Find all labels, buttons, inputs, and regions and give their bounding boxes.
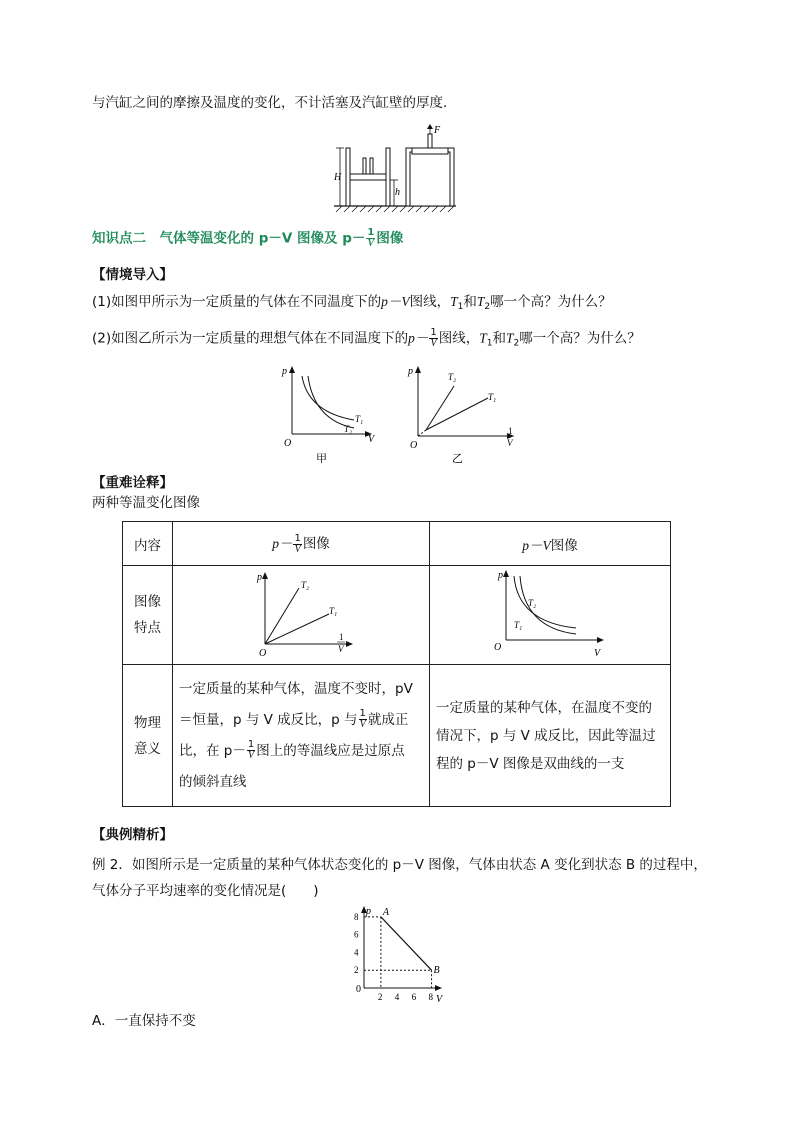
t-axis-den: V bbox=[338, 644, 344, 654]
t2-t2: T₂ bbox=[528, 598, 537, 608]
yi-axis-num: 1 bbox=[508, 426, 513, 436]
y-tick-label: 2 bbox=[354, 965, 359, 976]
example-question-line-2: 气体分子平均速率的变化情况是( ) bbox=[92, 883, 319, 899]
meaning-frac-1: $\frac{1}{V}$ bbox=[359, 708, 366, 730]
example-pv-chart bbox=[346, 904, 456, 1004]
cell-meaning-p-v: 一定质量的某种气体，在温度不变的 情况下，p 与 V 成反比，因此等温过 程的 p－V 图像是双曲线的一支 bbox=[430, 665, 671, 807]
jia-t2: T₂ bbox=[344, 424, 353, 434]
yi-t2: T₂ bbox=[448, 372, 457, 382]
y-tick-label: 8 bbox=[354, 911, 359, 922]
x-tick-label: 6 bbox=[411, 992, 417, 1002]
figure-jia bbox=[278, 364, 378, 464]
yi-axis-den: V bbox=[507, 438, 513, 448]
cylinder-figure bbox=[330, 124, 460, 212]
x-tick-label: 2 bbox=[377, 992, 383, 1002]
cell-graph-p-v bbox=[430, 566, 671, 665]
h-lower-label: h bbox=[395, 187, 400, 198]
jia-v-label: V bbox=[368, 434, 375, 445]
scenario-header: 【情境导入】 bbox=[92, 267, 173, 283]
section-title bbox=[92, 228, 403, 249]
cell-meaning-p-inverse-v: 一定质量的某种气体，温度不变时，pV ＝恒量，p 与 V 成反比，p 与 $\frac{1}{V}$ 就成正 比，在 p－ $\frac{1}{V}$ 图上的等温线应是过原点 的倾斜直线 bbox=[173, 665, 430, 807]
option-a[interactable]: A．一直保持不变 bbox=[92, 1013, 196, 1029]
y-tick-label: 6 bbox=[354, 929, 359, 940]
analysis-subtitle: 两种等温变化图像 bbox=[92, 495, 200, 511]
table-header-row bbox=[123, 522, 671, 566]
t-p-label: p bbox=[257, 572, 262, 583]
yi-caption: 乙 bbox=[452, 452, 463, 464]
th-content: 内容 bbox=[123, 522, 173, 566]
table-row-meaning bbox=[123, 665, 671, 807]
t-t2: T₂ bbox=[301, 580, 310, 590]
figure-yi bbox=[404, 364, 524, 464]
t-origin: O bbox=[259, 648, 267, 659]
t2-p-label: p bbox=[498, 570, 503, 581]
ex-p-label: p bbox=[366, 906, 371, 917]
cell-graph-p-inverse-v bbox=[173, 566, 430, 665]
point-a-label: A bbox=[382, 906, 389, 918]
example-question-line-1: 例 2．如图所示是一定质量的某种气体状态变化的 p－V 图像，气体由状态 A 变化到状态 B 的过程中， bbox=[92, 857, 707, 873]
jia-p-label: p bbox=[282, 366, 287, 377]
t2-origin: O bbox=[494, 642, 502, 653]
yi-p-label: p bbox=[408, 366, 413, 377]
f-label: F bbox=[434, 125, 441, 136]
yi-origin: O bbox=[410, 440, 418, 451]
scenario-question-2: (2)如图乙所示为一定质量的理想气体在不同温度下的p－ $\frac{1}{V}$ 图线，$T_1$和$T_2$哪一个高？为什么？ bbox=[92, 327, 641, 349]
section-fraction: $\frac{1}{V}$ bbox=[367, 227, 375, 249]
t2-v-label: V bbox=[594, 648, 601, 659]
q2-fraction: $\frac{1}{V}$ bbox=[430, 327, 437, 349]
scenario-question-1: (1)如图甲所示为一定质量的气体在不同温度下的p－V图线，$T_1$和$T_2$哪一个高？为什么？ bbox=[92, 294, 612, 312]
x-tick-label: 4 bbox=[394, 992, 400, 1002]
point-b-label: B bbox=[433, 965, 440, 977]
section-title-prefix: 知识点二 气体等温变化的 p－V 图像及 p－ bbox=[92, 230, 366, 247]
t-axis-num: 1 bbox=[339, 632, 344, 642]
th-p-v: p－V图像 bbox=[430, 522, 671, 566]
row-label-graph: 图像 特点 bbox=[123, 566, 173, 665]
meaning-frac-2: $\frac{1}{V}$ bbox=[247, 739, 255, 761]
yi-t1: T₁ bbox=[488, 392, 497, 402]
jia-caption: 甲 bbox=[316, 452, 327, 464]
t-t1: T₁ bbox=[329, 606, 338, 616]
graph-p-v bbox=[430, 566, 670, 660]
section-title-suffix: 图像 bbox=[376, 230, 404, 247]
example-header: 【典例精析】 bbox=[92, 827, 173, 843]
h-upper-label: H bbox=[334, 172, 342, 183]
t2-t1: T₁ bbox=[514, 620, 523, 630]
row-label-meaning: 物理 意义 bbox=[123, 665, 173, 807]
process-line-a-to-b bbox=[381, 917, 432, 970]
th-fraction: $\frac{1}{V}$ bbox=[294, 532, 301, 555]
table-row-graph bbox=[123, 566, 671, 665]
y-tick-label: 4 bbox=[354, 947, 359, 958]
ex-v-label: V bbox=[436, 994, 443, 1004]
analysis-header: 【重难诠释】 bbox=[92, 475, 173, 491]
graph-p-inverse-v bbox=[173, 566, 429, 660]
jia-origin: O bbox=[284, 438, 292, 449]
comparison-table bbox=[122, 521, 671, 807]
x-tick-label: 8 bbox=[428, 992, 434, 1002]
jia-t1: T₁ bbox=[355, 414, 364, 424]
th-p-inverse-v: p－ $\frac{1}{V}$ 图像 bbox=[173, 522, 430, 566]
ex-origin: 0 bbox=[356, 984, 361, 995]
chart-axes bbox=[361, 906, 442, 991]
intro-text: 与汽缸之间的摩擦及温度的变化，不计活塞及汽缸壁的厚度． bbox=[92, 95, 457, 111]
